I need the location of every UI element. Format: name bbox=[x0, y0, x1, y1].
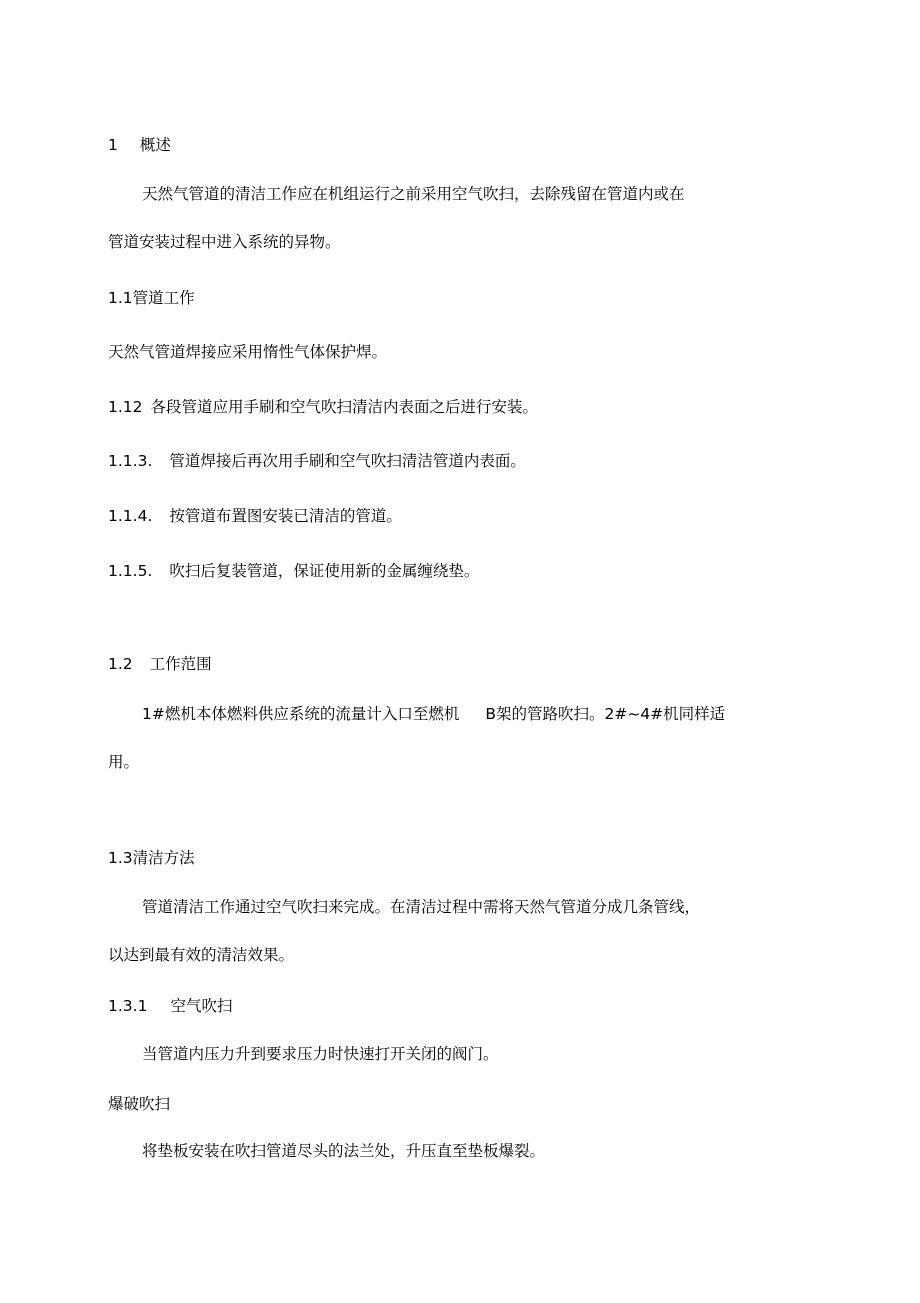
item-1-1-3 bbox=[108, 451, 526, 471]
section-1-3-heading: 1.3清洁方法 bbox=[108, 849, 195, 867]
section-1-1-text: 天然气管道焊接应采用惰性气体保护焊。 bbox=[108, 343, 388, 361]
item-text: 各段管道应用手刷和空气吹扫清洁内表面之后进行安装。 bbox=[150, 398, 539, 416]
section-number: 1.3.1 bbox=[108, 997, 148, 1015]
method-paragraph-line-1: 管道清洁工作通过空气吹扫来完成。在清洁过程中需将天然气管道分成几条管线， bbox=[142, 898, 701, 916]
item-1-1-4 bbox=[108, 506, 402, 526]
section-title: 概述 bbox=[139, 136, 171, 154]
item-number: 1.1.4. bbox=[108, 507, 153, 525]
section-number: 1.2 bbox=[108, 655, 133, 673]
intro-paragraph-line-2: 管道安装过程中进入系统的异物。 bbox=[108, 233, 341, 251]
item-number: 1.1.5. bbox=[108, 562, 153, 580]
section-number: 1 bbox=[108, 136, 118, 154]
scope-paragraph-line-2: 用。 bbox=[108, 753, 140, 771]
air-purge-text: 当管道内压力升到要求压力时快速打开关闭的阀门。 bbox=[142, 1045, 499, 1063]
item-number: 1.12 bbox=[108, 398, 143, 416]
method-paragraph-line-2: 以达到最有效的清洁效果。 bbox=[108, 946, 295, 964]
burst-purge-text: 将垫板安装在吹扫管道尽头的法兰处，升压直至垫板爆裂。 bbox=[142, 1142, 546, 1160]
item-text: 吹扫后复装管道，保证使用新的金属缠绕垫。 bbox=[169, 562, 480, 580]
item-1-12 bbox=[108, 397, 538, 417]
section-1-heading bbox=[108, 135, 171, 155]
intro-paragraph-line-1: 天然气管道的清洁工作应在机组运行之前采用空气吹扫，去除残留在管道内或在 bbox=[142, 185, 685, 203]
scope-paragraph-line-1 bbox=[142, 704, 725, 724]
item-text: 管道焊接后再次用手刷和空气吹扫清洁管道内表面。 bbox=[169, 452, 526, 470]
item-number: 1.1.3. bbox=[108, 452, 153, 470]
section-1-2-heading bbox=[108, 654, 212, 674]
scope-text-part-1: 1#燃机本体燃料供应系统的流量计入口至燃机 bbox=[142, 705, 460, 723]
section-title: 工作范围 bbox=[149, 655, 212, 673]
section-1-3-1-heading bbox=[108, 996, 232, 1016]
item-1-1-5 bbox=[108, 561, 479, 581]
scope-text-part-2: B架的管路吹扫。2#~4#机同样适 bbox=[485, 705, 726, 723]
section-title: 空气吹扫 bbox=[170, 997, 233, 1015]
section-1-1-heading: 1.1管道工作 bbox=[108, 289, 195, 307]
burst-purge-heading: 爆破吹扫 bbox=[108, 1095, 171, 1113]
item-text: 按管道布置图安装已清洁的管道。 bbox=[169, 507, 402, 525]
